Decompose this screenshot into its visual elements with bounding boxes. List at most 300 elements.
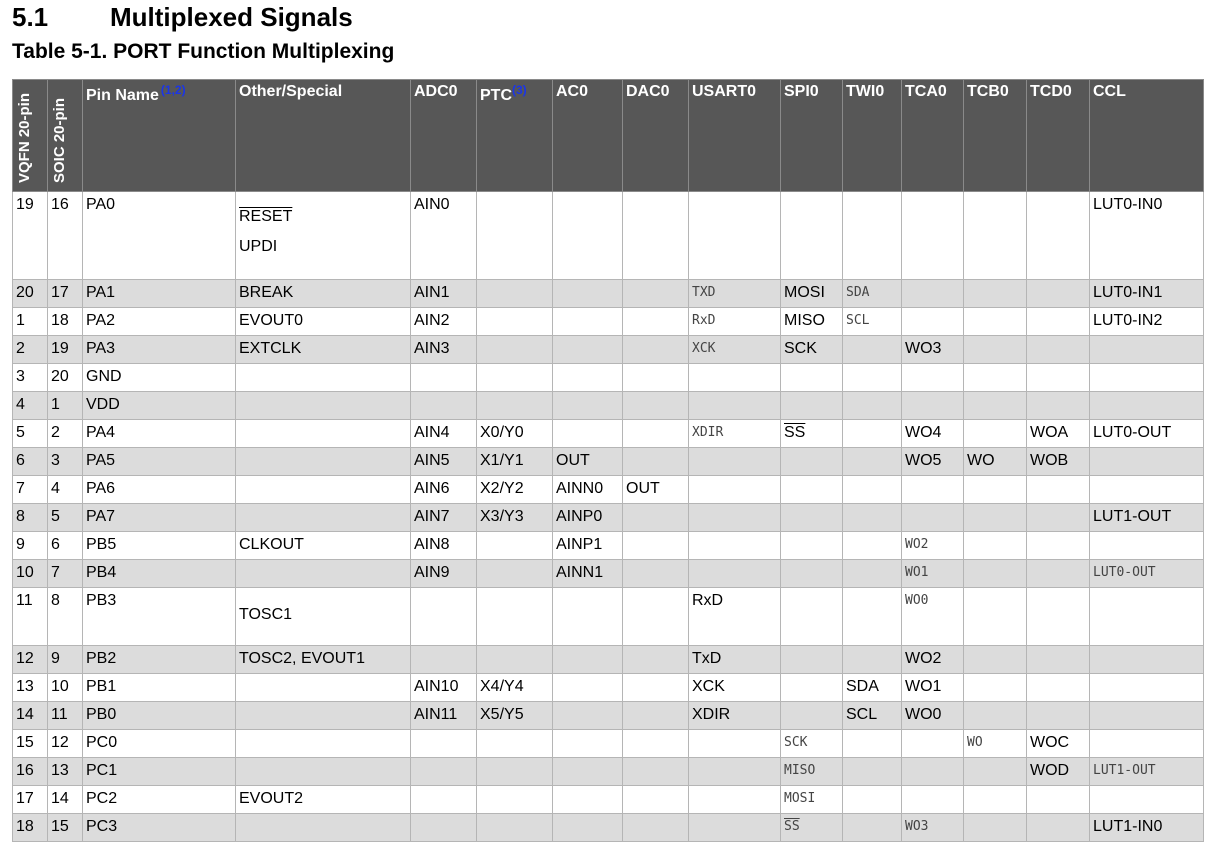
cell-adc0: [411, 758, 477, 786]
cell-twi0: [843, 336, 902, 364]
table-row: [13, 192, 1204, 280]
cell-usart0: [689, 504, 781, 532]
cell-ccl: [1090, 476, 1204, 504]
cell-twi0: [843, 364, 902, 392]
col-header-usart0: USART0: [689, 80, 781, 192]
cell-pin: PC0: [83, 730, 236, 758]
cell-soic: 11: [48, 702, 83, 730]
col-header-ac0: AC0: [553, 80, 623, 192]
cell-ac0: [553, 588, 623, 646]
cell-ccl: [1090, 674, 1204, 702]
cell-other: [236, 560, 411, 588]
cell-soic: 6: [48, 532, 83, 560]
cell-spi0: $\overline{SS}$: [781, 420, 843, 448]
cell-soic: 4: [48, 476, 83, 504]
cell-pin: PA6: [83, 476, 236, 504]
cell-usart0: [689, 192, 781, 280]
cell-tca0: [902, 730, 964, 758]
cell-ccl: [1090, 588, 1204, 646]
cell-ptc: [477, 786, 553, 814]
cell-ccl: LUT0-IN1: [1090, 280, 1204, 308]
cell-ccl: [1090, 336, 1204, 364]
cell-usart0: [689, 364, 781, 392]
cell-dac0: [623, 308, 689, 336]
cell-usart0: [689, 814, 781, 842]
cell-adc0: [411, 646, 477, 674]
cell-dac0: [623, 192, 689, 280]
col-header-adc0: ADC0: [411, 80, 477, 192]
cell-other: TOSC2, EVOUT1: [236, 646, 411, 674]
reset-signal: RESET: [239, 208, 293, 225]
cell-tcb0: [964, 192, 1027, 280]
cell-soic: 5: [48, 504, 83, 532]
cell-tca0: WO3: [902, 814, 964, 842]
cell-tca0: [902, 786, 964, 814]
cell-adc0: AIN0: [411, 192, 477, 280]
cell-vqfn: 17: [13, 786, 48, 814]
cell-soic: 12: [48, 730, 83, 758]
cell-soic: 3: [48, 448, 83, 476]
cell-twi0: [843, 646, 902, 674]
cell-dac0: [623, 364, 689, 392]
cell-ac0: [553, 814, 623, 842]
cell-tca0: [902, 392, 964, 420]
cell-ptc: [477, 646, 553, 674]
cell-twi0: [843, 786, 902, 814]
cell-pin: PA7: [83, 504, 236, 532]
cell-tcd0: WOD: [1027, 758, 1090, 786]
cell-ac0: [553, 336, 623, 364]
cell-spi0: [781, 702, 843, 730]
table-row: [13, 504, 1204, 532]
cell-tcd0: [1027, 532, 1090, 560]
cell-pin: PA5: [83, 448, 236, 476]
cell-spi0: [781, 588, 843, 646]
cell-pin: PB1: [83, 674, 236, 702]
cell-dac0: [623, 730, 689, 758]
cell-other: [236, 702, 411, 730]
cell-ptc: [477, 588, 553, 646]
section-number: 5.1: [12, 2, 49, 32]
cell-other: [236, 814, 411, 842]
cell-tcb0: [964, 392, 1027, 420]
cell-adc0: [411, 588, 477, 646]
cell-ccl: [1090, 730, 1204, 758]
cell-dac0: [623, 392, 689, 420]
cell-tcb0: [964, 420, 1027, 448]
cell-ccl: LUT0-OUT: [1090, 560, 1204, 588]
cell-other: [236, 476, 411, 504]
cell-tcb0: [964, 336, 1027, 364]
cell-tcb0: [964, 786, 1027, 814]
cell-tca0: WO1: [902, 560, 964, 588]
cell-tcd0: [1027, 814, 1090, 842]
cell-tcb0: [964, 646, 1027, 674]
cell-ptc: X1/Y1: [477, 448, 553, 476]
cell-soic: 19: [48, 336, 83, 364]
cell-ptc: [477, 392, 553, 420]
cell-ccl: LUT0-IN0: [1090, 192, 1204, 280]
cell-usart0: RxD: [689, 308, 781, 336]
cell-tcb0: [964, 702, 1027, 730]
cell-usart0: [689, 730, 781, 758]
cell-tcb0: [964, 504, 1027, 532]
cell-pin: PB4: [83, 560, 236, 588]
cell-vqfn: 11: [13, 588, 48, 646]
cell-tca0: WO2: [902, 646, 964, 674]
table-row: [13, 674, 1204, 702]
cell-adc0: AIN1: [411, 280, 477, 308]
header-row: [13, 80, 1204, 192]
table-row: [13, 308, 1204, 336]
cell-vqfn: 20: [13, 280, 48, 308]
cell-tca0: [902, 476, 964, 504]
cell-usart0: [689, 392, 781, 420]
cell-ccl: [1090, 702, 1204, 730]
cell-soic: 16: [48, 192, 83, 280]
cell-dac0: [623, 814, 689, 842]
cell-soic: 18: [48, 308, 83, 336]
cell-tca0: WO0: [902, 588, 964, 646]
cell-dac0: [623, 646, 689, 674]
port-multiplexing-table: [12, 79, 1204, 842]
cell-usart0: [689, 532, 781, 560]
cell-usart0: XDIR: [689, 702, 781, 730]
cell-vqfn: 3: [13, 364, 48, 392]
table-row: [13, 448, 1204, 476]
cell-adc0: AIN7: [411, 504, 477, 532]
cell-vqfn: 2: [13, 336, 48, 364]
cell-tcb0: [964, 758, 1027, 786]
cell-tcd0: [1027, 588, 1090, 646]
cell-soic: 20: [48, 364, 83, 392]
cell-tcb0: [964, 814, 1027, 842]
cell-spi0: [781, 192, 843, 280]
cell-soic: 14: [48, 786, 83, 814]
cell-spi0: [781, 448, 843, 476]
cell-usart0: XCK: [689, 674, 781, 702]
cell-other: EVOUT2: [236, 786, 411, 814]
ptc-footnote-link[interactable]: (3): [512, 83, 527, 97]
cell-pin: PB2: [83, 646, 236, 674]
cell-soic: 9: [48, 646, 83, 674]
cell-tca0: WO0: [902, 702, 964, 730]
section-heading: [12, 2, 353, 33]
cell-usart0: RxD: [689, 588, 781, 646]
cell-ptc: X0/Y0: [477, 420, 553, 448]
cell-ccl: [1090, 448, 1204, 476]
cell-spi0: MOSI: [781, 280, 843, 308]
cell-ac0: [553, 786, 623, 814]
cell-spi0: [781, 646, 843, 674]
cell-other: EXTCLK: [236, 336, 411, 364]
cell-dac0: [623, 674, 689, 702]
cell-tca0: WO5: [902, 448, 964, 476]
cell-ptc: [477, 730, 553, 758]
cell-ccl: [1090, 786, 1204, 814]
cell-dac0: [623, 588, 689, 646]
cell-other: [236, 392, 411, 420]
cell-soic: 2: [48, 420, 83, 448]
cell-tcd0: [1027, 308, 1090, 336]
cell-ptc: X2/Y2: [477, 476, 553, 504]
cell-adc0: AIN11: [411, 702, 477, 730]
cell-other: CLKOUT: [236, 532, 411, 560]
cell-ptc: [477, 308, 553, 336]
cell-ccl: [1090, 364, 1204, 392]
col-header-pin-name: Pin Name $^{(1,2)}$: [83, 80, 236, 192]
cell-vqfn: 13: [13, 674, 48, 702]
cell-ac0: [553, 758, 623, 786]
cell-ac0: [553, 392, 623, 420]
cell-other: BREAK: [236, 280, 411, 308]
cell-spi0: [781, 560, 843, 588]
cell-tcb0: [964, 588, 1027, 646]
col-header-ccl: CCL: [1090, 80, 1204, 192]
cell-pin: PA2: [83, 308, 236, 336]
table-row: [13, 420, 1204, 448]
cell-tca0: [902, 192, 964, 280]
cell-tcd0: [1027, 392, 1090, 420]
cell-ccl: LUT1-OUT: [1090, 758, 1204, 786]
cell-other: EVOUT0: [236, 308, 411, 336]
cell-tcd0: [1027, 674, 1090, 702]
cell-tcd0: WOC: [1027, 730, 1090, 758]
table-row: [13, 646, 1204, 674]
cell-ac0: AINN0: [553, 476, 623, 504]
cell-ac0: OUT: [553, 448, 623, 476]
cell-pin: PC3: [83, 814, 236, 842]
cell-twi0: SCL: [843, 308, 902, 336]
table-row: [13, 336, 1204, 364]
cell-vqfn: 9: [13, 532, 48, 560]
cell-tcd0: [1027, 364, 1090, 392]
cell-ccl: [1090, 532, 1204, 560]
cell-twi0: SDA: [843, 280, 902, 308]
cell-pin: VDD: [83, 392, 236, 420]
cell-ptc: [477, 364, 553, 392]
cell-tcd0: [1027, 476, 1090, 504]
cell-adc0: AIN9: [411, 560, 477, 588]
cell-tca0: [902, 308, 964, 336]
cell-ac0: [553, 702, 623, 730]
cell-dac0: [623, 702, 689, 730]
col-header-other: Other/Special: [236, 80, 411, 192]
cell-tcd0: [1027, 646, 1090, 674]
cell-ac0: [553, 730, 623, 758]
cell-soic: 17: [48, 280, 83, 308]
cell-vqfn: 1: [13, 308, 48, 336]
col-header-ptc: PTC$^{(3)}$: [477, 80, 553, 192]
cell-tcd0: [1027, 560, 1090, 588]
cell-ac0: AINP0: [553, 504, 623, 532]
cell-tcb0: WO: [964, 730, 1027, 758]
cell-ptc: X4/Y4: [477, 674, 553, 702]
cell-dac0: [623, 532, 689, 560]
col-header-dac0: DAC0: [623, 80, 689, 192]
cell-soic: 7: [48, 560, 83, 588]
cell-pin: GND: [83, 364, 236, 392]
cell-other: [236, 504, 411, 532]
cell-dac0: [623, 420, 689, 448]
cell-pin: PA3: [83, 336, 236, 364]
cell-ptc: X5/Y5: [477, 702, 553, 730]
cell-pin: PB5: [83, 532, 236, 560]
cell-twi0: [843, 814, 902, 842]
cell-adc0: AIN3: [411, 336, 477, 364]
col-header-vqfn: VQFN 20-pin: [13, 80, 48, 192]
cell-tcb0: [964, 364, 1027, 392]
cell-dac0: [623, 448, 689, 476]
cell-ptc: [477, 814, 553, 842]
cell-twi0: [843, 476, 902, 504]
cell-adc0: AIN5: [411, 448, 477, 476]
cell-ccl: LUT1-IN0: [1090, 814, 1204, 842]
cell-spi0: MOSI: [781, 786, 843, 814]
cell-adc0: [411, 814, 477, 842]
cell-twi0: [843, 448, 902, 476]
pin-name-footnote-link[interactable]: (1,2): [160, 83, 186, 97]
cell-soic: 10: [48, 674, 83, 702]
cell-usart0: [689, 448, 781, 476]
cell-usart0: TxD: [689, 646, 781, 674]
cell-vqfn: 15: [13, 730, 48, 758]
cell-pin: PC1: [83, 758, 236, 786]
cell-ccl: [1090, 646, 1204, 674]
cell-tca0: [902, 758, 964, 786]
cell-vqfn: 12: [13, 646, 48, 674]
cell-tcb0: [964, 532, 1027, 560]
col-header-spi0: SPI0: [781, 80, 843, 192]
cell-tca0: [902, 364, 964, 392]
cell-other: [236, 192, 411, 280]
cell-usart0: [689, 758, 781, 786]
cell-ptc: [477, 192, 553, 280]
cell-spi0: SCK: [781, 336, 843, 364]
cell-vqfn: 18: [13, 814, 48, 842]
cell-vqfn: 7: [13, 476, 48, 504]
cell-ccl: LUT0-OUT: [1090, 420, 1204, 448]
cell-adc0: [411, 786, 477, 814]
tosc1-signal: TOSC1: [239, 606, 293, 623]
cell-vqfn: 5: [13, 420, 48, 448]
cell-vqfn: 14: [13, 702, 48, 730]
cell-ac0: [553, 364, 623, 392]
cell-tcd0: WOB: [1027, 448, 1090, 476]
cell-tcd0: WOA: [1027, 420, 1090, 448]
cell-tcb0: WO: [964, 448, 1027, 476]
cell-adc0: AIN6: [411, 476, 477, 504]
cell-dac0: [623, 758, 689, 786]
cell-tca0: WO1: [902, 674, 964, 702]
cell-pin: PB3: [83, 588, 236, 646]
cell-spi0: [781, 364, 843, 392]
cell-ac0: [553, 420, 623, 448]
cell-ac0: [553, 646, 623, 674]
cell-ptc: [477, 532, 553, 560]
cell-spi0: SCK: [781, 730, 843, 758]
cell-adc0: AIN4: [411, 420, 477, 448]
cell-ptc: [477, 758, 553, 786]
cell-vqfn: 8: [13, 504, 48, 532]
cell-tcb0: [964, 674, 1027, 702]
table-row: [13, 702, 1204, 730]
cell-tcd0: [1027, 786, 1090, 814]
cell-adc0: AIN10: [411, 674, 477, 702]
table-caption: Table 5-1. PORT Function Multiplexing: [12, 40, 395, 63]
cell-pin: PB0: [83, 702, 236, 730]
cell-vqfn: 4: [13, 392, 48, 420]
cell-tcd0: [1027, 702, 1090, 730]
cell-tca0: [902, 504, 964, 532]
table-row: [13, 814, 1204, 842]
cell-pin: PA1: [83, 280, 236, 308]
cell-twi0: [843, 504, 902, 532]
table-row: [13, 588, 1204, 646]
cell-usart0: TXD: [689, 280, 781, 308]
col-header-tca0: TCA0: [902, 80, 964, 192]
cell-twi0: [843, 192, 902, 280]
table-row: [13, 392, 1204, 420]
cell-usart0: [689, 476, 781, 504]
col-header-twi0: TWI0: [843, 80, 902, 192]
cell-usart0: [689, 560, 781, 588]
cell-twi0: [843, 730, 902, 758]
cell-tca0: [902, 280, 964, 308]
cell-tcd0: [1027, 504, 1090, 532]
cell-other: [236, 730, 411, 758]
cell-other: [236, 364, 411, 392]
col-header-soic: SOIC 20-pin: [48, 80, 83, 192]
cell-spi0: [781, 504, 843, 532]
cell-spi0: $\overline{SS}$: [781, 814, 843, 842]
cell-spi0: MISO: [781, 758, 843, 786]
cell-twi0: [843, 420, 902, 448]
cell-tcd0: [1027, 336, 1090, 364]
cell-spi0: MISO: [781, 308, 843, 336]
cell-vqfn: 10: [13, 560, 48, 588]
cell-spi0: [781, 476, 843, 504]
table-row: [13, 280, 1204, 308]
cell-soic: 8: [48, 588, 83, 646]
cell-usart0: [689, 786, 781, 814]
cell-ac0: [553, 674, 623, 702]
cell-ccl: LUT1-OUT: [1090, 504, 1204, 532]
cell-twi0: [843, 532, 902, 560]
cell-dac0: [623, 280, 689, 308]
cell-soic: 1: [48, 392, 83, 420]
table-row: [13, 758, 1204, 786]
cell-tcb0: [964, 308, 1027, 336]
cell-adc0: AIN2: [411, 308, 477, 336]
cell-spi0: [781, 674, 843, 702]
cell-ac0: [553, 192, 623, 280]
cell-dac0: OUT: [623, 476, 689, 504]
cell-tca0: WO3: [902, 336, 964, 364]
cell-ac0: [553, 280, 623, 308]
cell-ptc: X3/Y3: [477, 504, 553, 532]
cell-vqfn: 6: [13, 448, 48, 476]
cell-twi0: [843, 560, 902, 588]
col-header-tcd0: TCD0: [1027, 80, 1090, 192]
cell-tcb0: [964, 560, 1027, 588]
cell-pin: PC2: [83, 786, 236, 814]
cell-tcd0: [1027, 192, 1090, 280]
table-row: [13, 532, 1204, 560]
cell-tca0: WO2: [902, 532, 964, 560]
cell-twi0: [843, 392, 902, 420]
table-row: [13, 786, 1204, 814]
